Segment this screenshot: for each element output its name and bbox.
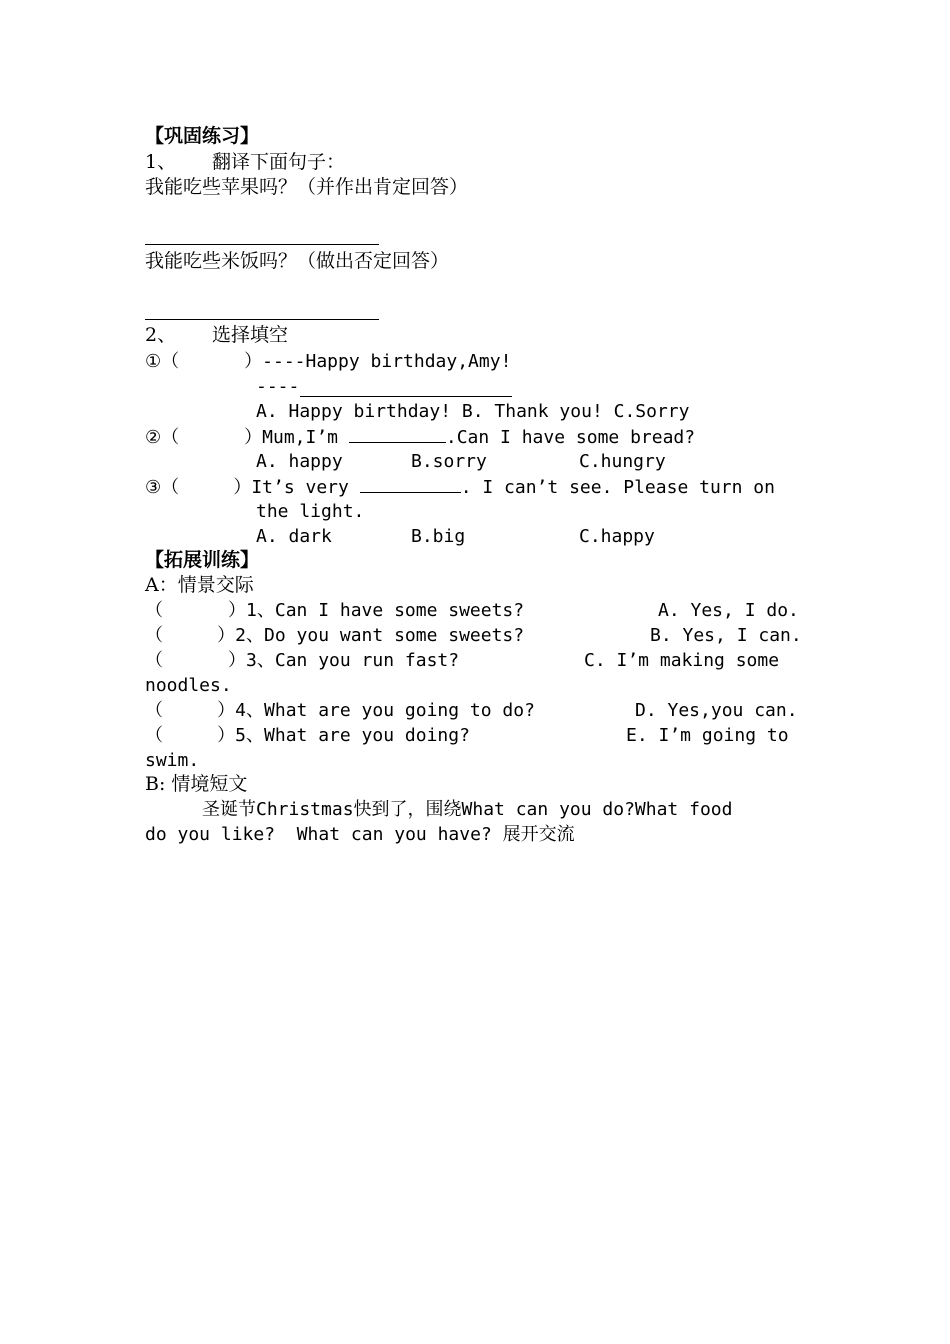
- q1a-text: 我能吃些苹果吗？（并作出肯定回答）: [145, 176, 469, 198]
- item1-answer-prefix: ----: [256, 376, 300, 397]
- item3-option-b: B.big: [411, 526, 466, 547]
- q2-number: 2、: [145, 324, 177, 346]
- section-a-title: A：情景交际: [145, 574, 254, 596]
- item3-question: [145, 474, 775, 500]
- item3-suffix: . I can’t see. Please turn on: [460, 477, 775, 498]
- ext-q1: （ ）1、Can I have some sweets?: [145, 600, 525, 621]
- q1a-answer-line: [145, 244, 379, 245]
- ext-q3-continuation: noodles.: [145, 675, 232, 696]
- ext-q3: （ ）3、Can you run fast?: [145, 650, 460, 671]
- item3-option-a: A. dark: [256, 526, 332, 547]
- consolidation-heading: 【巩固练习】: [145, 125, 260, 147]
- ext-q4: （ ）4、What are you going to do?: [145, 700, 535, 721]
- ext-q5: （ ）5、What are you doing?: [145, 725, 470, 746]
- item1-question: ①（ ）----Happy birthday,Amy!: [145, 351, 512, 372]
- section-b-line1: 圣诞节Christmas快到了，围绕What can you do?What food: [202, 799, 733, 820]
- section-b-line2: do you like? What can you have? 展开交流: [145, 824, 575, 845]
- item1-options: A. Happy birthday! B. Thank you! C.Sorry: [256, 401, 690, 422]
- ext-q2: （ ）2、Do you want some sweets?: [145, 625, 525, 646]
- item2-suffix: .Can I have some bread?: [445, 427, 696, 448]
- item1-answer-line: [300, 396, 512, 397]
- q1-title: 翻译下面句子：: [212, 151, 346, 173]
- item3-prefix: ③（ ）It’s very: [145, 477, 360, 498]
- ext-q2-answer: B. Yes, I can.: [650, 625, 802, 646]
- q1b-answer-line: [145, 319, 379, 320]
- item2-blank: [349, 424, 446, 443]
- item2-option-c: C.hungry: [579, 451, 666, 472]
- ext-q1-answer: A. Yes, I do.: [658, 600, 799, 621]
- section-b-title: B: 情境短文: [145, 773, 248, 795]
- ext-q4-answer: D. Yes,you can.: [635, 700, 798, 721]
- item3-blank: [360, 474, 461, 493]
- ext-q3-answer: C. I’m making some: [584, 650, 780, 671]
- item2-question: [145, 424, 695, 450]
- q1-number: 1、: [145, 151, 177, 173]
- item2-prefix: ②（ ）Mum,I’m: [145, 427, 349, 448]
- item3-option-c: C.happy: [579, 526, 655, 547]
- extension-heading: 【拓展训练】: [145, 549, 260, 571]
- ext-q5-continuation: swim.: [145, 750, 200, 771]
- item2-option-a: A. happy: [256, 451, 343, 472]
- q2-title: 选择填空: [212, 324, 289, 346]
- item2-option-b: B.sorry: [411, 451, 487, 472]
- ext-q5-answer: E. I’m going to: [626, 725, 789, 746]
- item3-continuation: the light.: [256, 501, 365, 522]
- q1b-text: 我能吃些米饭吗？（做出否定回答）: [145, 250, 450, 272]
